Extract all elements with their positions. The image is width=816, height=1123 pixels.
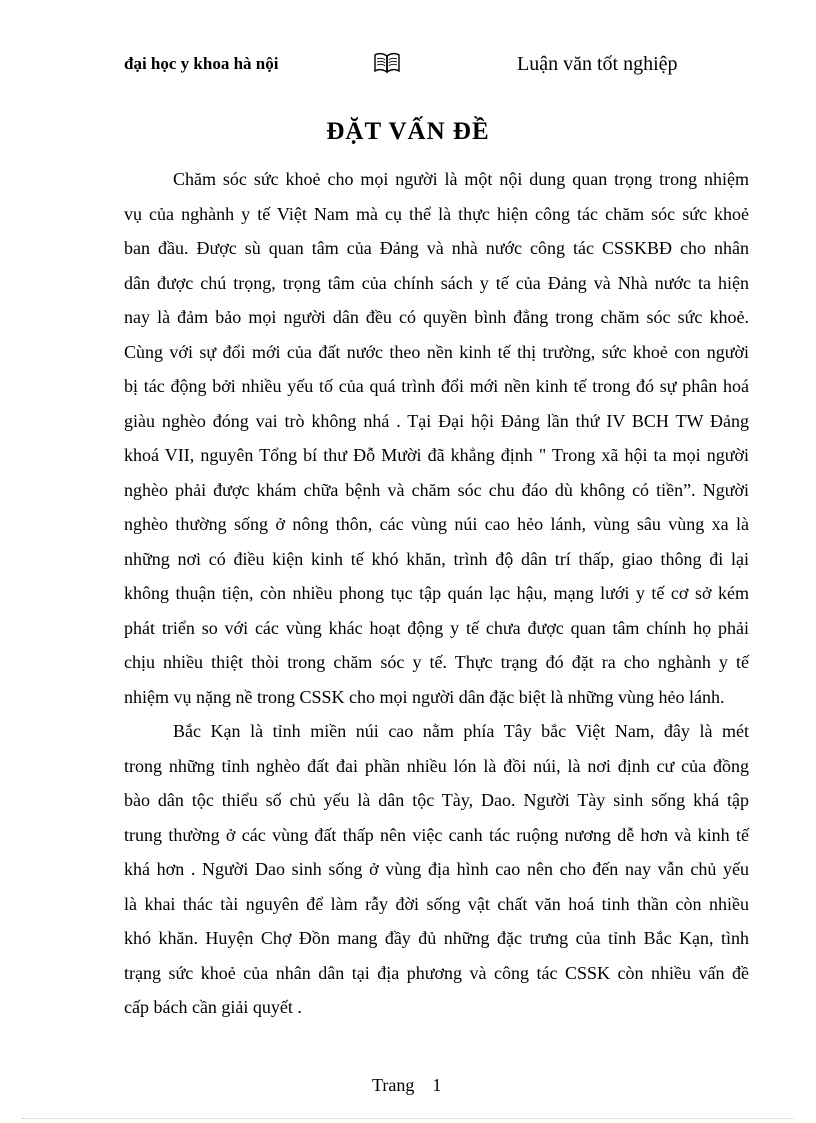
paragraph-line: dân được chú trọng, trọng tâm của chính sách y tế của Đảng và Nhà nước ta hiện [124,272,749,293]
paragraph-line: là khai thác tài nguyên để làm rẫy đời sống vật chất văn hoá tinh thần còn nhiều [124,893,749,914]
paragraph-line: khó khăn. Huyện Chợ Đồn mang đầy đủ những đặc trưng của tỉnh Bắc Kạn, tình [124,928,749,948]
document-type: Luận văn tốt nghiệp [517,53,678,75]
institution-name: đại học y khoa hà nội [124,54,279,73]
paragraph-line: những nơi có điều kiện kinh tế khó khăn, trình độ dân trí thấp, giao thông đi lại [124,548,749,569]
paragraph-line: Bắc Kạn là tỉnh miền núi cao nằm phía Tây bắc Việt Nam, đây là mét [173,721,749,741]
paragraph-line: không thuận tiện, còn nhiều phong tục tập quán lạc hậu, mạng lưới y tế cơ sở kém [124,583,749,603]
paragraph-line: chịu nhiều thiệt thòi trong chăm sóc y tế. Thực trạng đó đặt ra cho nghành y tế [124,652,749,672]
paragraph-line: trạng sức khoẻ của nhân dân tại địa phương và công tác CSSK còn nhiều vấn đề [124,962,749,983]
page-title: ĐẶT VẤN ĐỀ [326,118,490,145]
paragraph [124,714,749,1025]
paragraph-line: trung thường ở các vùng đất thấp nên việc canh tác ruộng nương dễ hơn và kinh tế [124,824,749,845]
page-number: 1 [432,1075,442,1095]
paragraph-line: khá hơn . Người Dao sinh sống ở vùng địa hình cao nên cho đến nay vẫn chủ yếu [124,859,749,879]
paragraph-line: nghèo thường sống ở nông thôn, các vùng núi cao hẻo lánh, vùng sâu vùng xa là [124,514,749,534]
paragraph-line: giàu nghèo đóng vai trò không nhá . Tại Đại hội Đảng lần thứ IV BCH TW Đảng [124,410,749,431]
paragraph-line: cấp bách cần giải quyết . [124,997,302,1017]
paragraph-line: bào dân tộc thiểu số chủ yếu là dân tộc Tày, Dao. Người Tày sinh sống khá tập [124,790,749,810]
page-footer [372,1075,441,1096]
paragraph-line: trong những tỉnh nghèo đất đai phần nhiều lón là đồi núi, là nơi định cư của đồng [124,755,749,776]
paragraph-line: nhiệm vụ nặng nề trong CSSK cho mọi người dân đặc biệt là những vùng hẻo lánh. [124,686,725,707]
document-body [124,162,749,1025]
paragraph-line: vụ của nghành y tế Việt Nam mà cụ thể là thực hiện công tác chăm sóc sức khoẻ [124,203,749,224]
paragraph-line: Chăm sóc sức khoẻ cho mọi người là một nội dung quan trọng trong nhiệm [173,169,749,189]
paragraph-line: khoá VII, nguyên Tổng bí thư Đỗ Mười đã khẳng định " Trong xã hội ta mọi người [124,445,749,465]
paragraph-line: nghèo phải được khám chữa bệnh và chăm sóc chu đáo dù không có tiền”. Người [124,479,749,500]
paragraph-line: phát triển so với các vùng khác hoạt động y tế chưa được quan tâm chính họ phải [124,617,749,638]
paragraph [124,162,749,714]
page-label: Trang [372,1075,415,1095]
paragraph-line: Cùng với sự đổi mới của đất nước theo nền kinh tế thị trường, sức khoẻ con người [124,341,749,362]
bottom-divider [22,1118,794,1119]
paragraph-line: ban đầu. Được sù quan tâm của Đảng và nhà nước công tác CSSKBĐ cho nhân [124,238,749,258]
open-book-icon [374,52,400,74]
paragraph-line: bị tác động bởi nhiều yếu tố của quá trình đổi mới nền kinh tế trong đó sự phân hoá [124,376,749,396]
paragraph-line: nay là đảm bảo mọi người dân đều có quyền bình đẳng trong chăm sóc sức khoẻ. [124,307,749,327]
